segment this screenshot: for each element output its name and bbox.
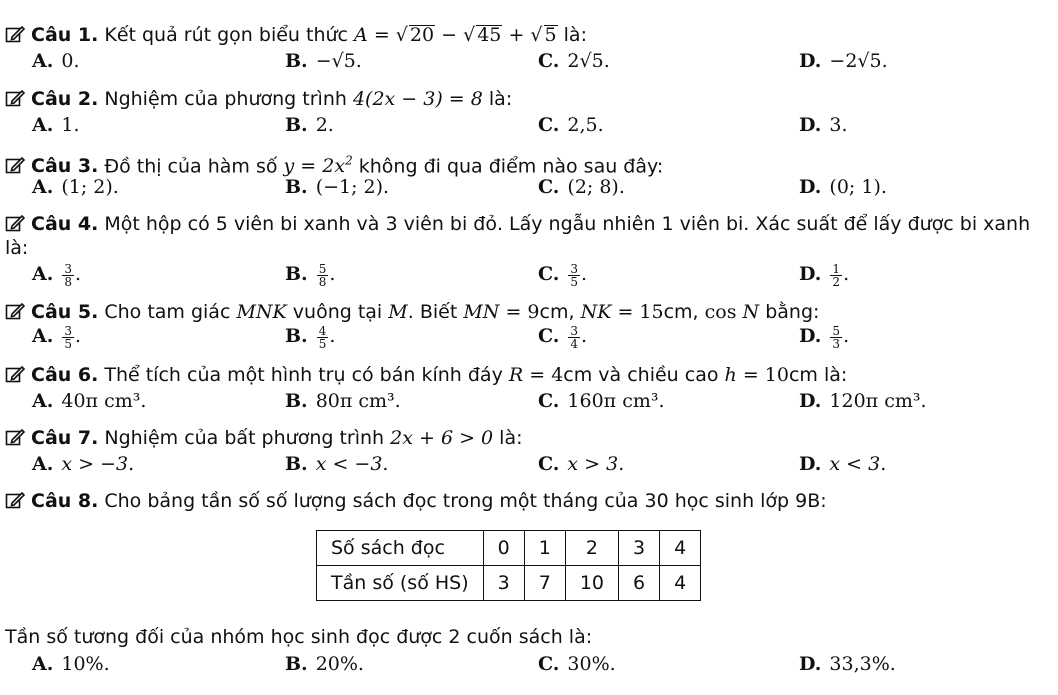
question-suffix: không đi qua điểm nào sau đây:: [358, 155, 664, 178]
option-a[interactable]: A. x > −3.: [32, 453, 135, 475]
question-suffix: là:: [563, 24, 587, 46]
table-cell: 2: [565, 531, 618, 566]
pencil-square-icon: [5, 89, 25, 107]
question-5: Câu 5. Cho tam giác MNK vuông tại M. Biết MN = 9cm, NK = 15cm, cos N bằng:: [5, 301, 1050, 324]
option-a[interactable]: A. 10%.: [32, 653, 110, 675]
table-cell: 3: [619, 531, 660, 566]
option-d[interactable]: D. 3.: [799, 114, 848, 136]
question-stem: Kết quả rút gọn biểu thức: [104, 24, 348, 46]
question-6: Câu 6. Thể tích của một hình trụ có bán kính đáy R = 4cm và chiều cao h = 10cm là:: [5, 364, 1050, 387]
math-expression: R: [508, 364, 524, 386]
option-d[interactable]: D. 120π cm³.: [799, 390, 927, 412]
pencil-square-icon: [5, 302, 25, 320]
option-c[interactable]: C. 2√5.: [538, 50, 610, 72]
table-cell: Số sách đọc: [317, 531, 484, 566]
math-expression: 4(2x − 3) = 8: [352, 88, 483, 110]
option-b[interactable]: B. $\frac{5}{8}$ .: [285, 261, 336, 289]
question-stem: Một hộp có 5 viên bi xanh và 3 viên bi đỏ. Lấy ngẫu nhiên 1 viên bi. Xác suất để lấy được bi xanh là:: [5, 213, 1031, 259]
pencil-square-icon: [5, 428, 25, 446]
option-c[interactable]: C. x > 3.: [538, 453, 625, 475]
option-a[interactable]: A. $\frac{3}{5}$ .: [32, 323, 82, 351]
option-b[interactable]: B. (−1; 2).: [285, 176, 390, 198]
option-a[interactable]: A. (1; 2).: [32, 176, 119, 198]
option-b[interactable]: B. $\frac{4}{5}$ .: [285, 323, 336, 351]
question-8: [5, 490, 1050, 513]
table-cell: 7: [524, 566, 565, 601]
option-a[interactable]: A. 1.: [32, 114, 80, 136]
table-row: [317, 531, 701, 566]
pencil-square-icon: [5, 25, 25, 43]
table-cell: 6: [619, 566, 660, 601]
option-c[interactable]: C. $\frac{3}{5}$ .: [538, 261, 588, 289]
option-c[interactable]: C. 160π cm³.: [538, 390, 665, 412]
option-c[interactable]: C. 2,5.: [538, 114, 604, 136]
table-cell: 10: [565, 566, 618, 601]
option-a[interactable]: A. 40π cm³.: [32, 390, 147, 412]
option-a[interactable]: A. 0.: [32, 50, 80, 72]
option-c[interactable]: C. $\frac{3}{4}$ .: [538, 323, 588, 351]
pencil-square-icon: [5, 156, 25, 174]
question-number: Câu 8.: [31, 490, 99, 512]
math-expression: 2x + 6 > 0: [390, 427, 494, 449]
pencil-square-icon: [5, 214, 25, 232]
options-3: [32, 175, 1042, 199]
option-b[interactable]: B. 80π cm³.: [285, 390, 401, 412]
option-d[interactable]: D. x < 3.: [799, 453, 887, 475]
question-number: Câu 3.: [31, 155, 99, 178]
table-cell: Tần số (số HS): [317, 566, 484, 601]
option-d[interactable]: D. $\frac{1}{2}$ .: [799, 261, 850, 289]
table-cell: 0: [483, 531, 524, 566]
option-d[interactable]: D. 33,3%.: [799, 653, 896, 675]
frequency-table: [316, 530, 701, 601]
options-2: [32, 113, 1042, 137]
question-2: [5, 88, 1050, 111]
question-7: [5, 427, 1050, 450]
question-stem: Cho tam giác: [104, 301, 231, 323]
options-4: [32, 261, 1042, 289]
options-5: [32, 323, 1042, 351]
pencil-square-icon: [5, 491, 25, 509]
options-8: [32, 652, 1042, 676]
math-expression: A: [354, 24, 368, 46]
question-4: [5, 212, 1050, 260]
question-number: Câu 2.: [31, 88, 99, 110]
option-c[interactable]: C. (2; 8).: [538, 176, 625, 198]
question-number: Câu 6.: [31, 364, 99, 386]
option-d[interactable]: D. −2√5.: [799, 50, 888, 72]
option-b[interactable]: B. 2.: [285, 114, 334, 136]
option-a[interactable]: A. $\frac{3}{8}$ .: [32, 261, 82, 289]
question-stem: Nghiệm của bất phương trình: [104, 427, 385, 449]
question-stem: Cho bảng tần số số lượng sách đọc trong một tháng của 30 học sinh lớp 9B:: [104, 490, 827, 512]
question-suffix: là:: [499, 427, 523, 449]
question-stem: Thể tích của một hình trụ có bán kính đáy: [104, 364, 503, 386]
math-expression: MNK: [236, 301, 287, 323]
table-cell: 1: [524, 531, 565, 566]
option-b[interactable]: B. 20%.: [285, 653, 364, 675]
option-c[interactable]: C. 30%.: [538, 653, 616, 675]
question-number: Câu 7.: [31, 427, 99, 449]
option-b[interactable]: B. x < −3.: [285, 453, 389, 475]
question-number: Câu 5.: [31, 301, 99, 323]
options-6: [32, 389, 1042, 413]
question-8-followup: Tần số tương đối của nhóm học sinh đọc được 2 cuốn sách là:: [5, 626, 593, 648]
pencil-square-icon: [5, 365, 25, 383]
table-cell: 4: [660, 566, 701, 601]
table-cell: 4: [660, 531, 701, 566]
question-number: Câu 4.: [31, 213, 99, 235]
question-stem: Nghiệm của phương trình: [104, 88, 347, 110]
question-1: Câu 1. Kết quả rút gọn biểu thức A = √ 20 − √ 45 + √ 5 là:: [5, 24, 1050, 47]
question-suffix: là:: [488, 88, 513, 110]
option-b[interactable]: B. −√5.: [285, 50, 362, 72]
math-expression: $y = 2x^2$: [283, 154, 353, 178]
question-stem: Đồ thị của hàm số: [104, 155, 278, 178]
table-row: [317, 566, 701, 601]
options-1: [32, 49, 1042, 73]
question-number: Câu 1.: [31, 24, 99, 46]
option-d[interactable]: D. (0; 1).: [799, 176, 887, 198]
options-7: [32, 452, 1042, 476]
option-d[interactable]: D. $\frac{5}{3}$ .: [799, 323, 850, 351]
table-cell: 3: [483, 566, 524, 601]
